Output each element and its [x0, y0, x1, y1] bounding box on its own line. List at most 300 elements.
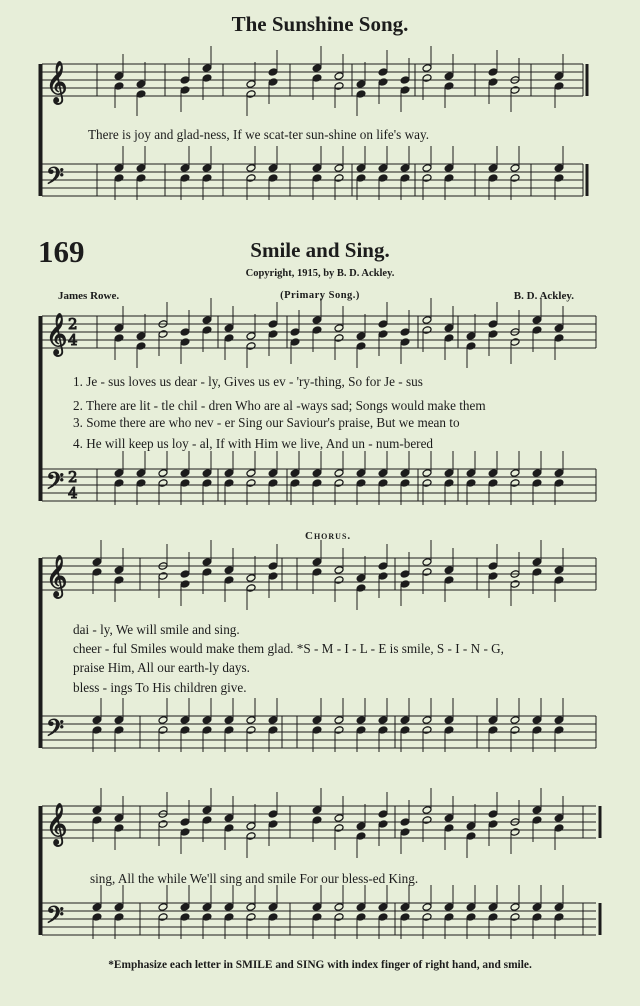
note-head	[400, 164, 410, 173]
note-head	[378, 320, 388, 329]
note-head	[400, 726, 410, 735]
note-head	[466, 913, 476, 922]
note-head	[290, 479, 300, 488]
note-head	[114, 566, 124, 575]
note-head	[246, 832, 256, 841]
note-head	[312, 903, 322, 912]
note-head	[466, 332, 476, 341]
note-head	[180, 469, 190, 478]
note-head	[378, 479, 388, 488]
note-head	[554, 576, 564, 585]
note-head	[356, 174, 366, 183]
note-head	[312, 913, 322, 922]
note-head	[202, 174, 212, 183]
note-head	[356, 913, 366, 922]
note-head	[400, 570, 410, 579]
note-head	[356, 342, 366, 351]
note-head	[136, 90, 146, 99]
note-head	[488, 78, 498, 87]
note-head	[444, 576, 454, 585]
note-head	[510, 726, 520, 735]
note-head	[532, 469, 542, 478]
note-head	[202, 469, 212, 478]
note-head	[312, 174, 322, 183]
note-head	[180, 338, 190, 347]
note-head	[180, 818, 190, 827]
note-head	[400, 76, 410, 85]
note-head	[158, 572, 168, 581]
note-head	[510, 164, 520, 173]
note-head	[202, 326, 212, 335]
note-head	[422, 726, 432, 735]
note-head	[488, 469, 498, 478]
note-head	[422, 568, 432, 577]
note-head	[180, 479, 190, 488]
note-head	[378, 716, 388, 725]
note-head	[488, 572, 498, 581]
note-head	[312, 716, 322, 725]
note-head	[246, 164, 256, 173]
note-head	[554, 469, 564, 478]
note-head	[334, 726, 344, 735]
note-head	[246, 822, 256, 831]
note-head	[554, 72, 564, 81]
note-head	[224, 824, 234, 833]
lyricist-credit: James Rowe.	[58, 290, 120, 302]
note-head	[224, 726, 234, 735]
note-head	[532, 726, 542, 735]
note-head	[400, 580, 410, 589]
note-head	[92, 558, 102, 567]
note-head	[444, 469, 454, 478]
note-head	[290, 338, 300, 347]
note-head	[180, 828, 190, 837]
note-head	[400, 818, 410, 827]
note-head	[378, 726, 388, 735]
note-head	[246, 332, 256, 341]
note-head	[466, 479, 476, 488]
note-head	[202, 903, 212, 912]
system3-line: sing, All the while We'll sing and smile For our bless-ed King.	[90, 871, 419, 886]
note-head	[312, 164, 322, 173]
note-head	[444, 814, 454, 823]
note-head	[378, 469, 388, 478]
note-head	[400, 479, 410, 488]
note-head	[180, 174, 190, 183]
verse-line-1: 1. Je - sus loves us dear - ly, Gives us ev - 'ry-thing, So for Je - sus	[73, 374, 423, 389]
note-head	[510, 913, 520, 922]
note-head	[114, 174, 124, 183]
bass-clef: 𝄢	[46, 467, 65, 500]
song1-lyric-line: There is joy and glad-ness, If we scat-ter sun-shine on life's way.	[88, 127, 429, 142]
note-head	[444, 324, 454, 333]
note-head	[378, 164, 388, 173]
system2-line-2: cheer - ful Smiles would make them glad. *S - M - I - L - E is smile, S - I - N - G,	[73, 641, 504, 656]
note-head	[510, 828, 520, 837]
note-head	[554, 479, 564, 488]
note-head	[136, 479, 146, 488]
note-head	[224, 576, 234, 585]
note-head	[400, 86, 410, 95]
note-head	[246, 90, 256, 99]
note-head	[488, 726, 498, 735]
note-head	[356, 332, 366, 341]
note-head	[246, 342, 256, 351]
note-head	[356, 716, 366, 725]
note-head	[334, 716, 344, 725]
note-head	[400, 174, 410, 183]
note-head	[136, 164, 146, 173]
note-head	[466, 903, 476, 912]
note-head	[114, 576, 124, 585]
treble-clef: 𝄞	[46, 62, 68, 103]
note-head	[158, 820, 168, 829]
note-head	[246, 584, 256, 593]
note-head	[422, 716, 432, 725]
note-head	[488, 174, 498, 183]
note-head	[224, 814, 234, 823]
note-head	[554, 726, 564, 735]
note-head	[488, 820, 498, 829]
note-head	[224, 903, 234, 912]
note-head	[290, 328, 300, 337]
note-head	[114, 82, 124, 91]
note-head	[158, 330, 168, 339]
note-head	[246, 716, 256, 725]
note-head	[554, 566, 564, 575]
note-head	[136, 174, 146, 183]
note-head	[92, 913, 102, 922]
note-head	[444, 72, 454, 81]
note-head	[334, 72, 344, 81]
note-head	[180, 580, 190, 589]
system2-line-3: praise Him, All our earth-ly days.	[73, 660, 250, 675]
note-head	[202, 913, 212, 922]
note-head	[510, 86, 520, 95]
note-head	[334, 576, 344, 585]
time-sig-bottom-bass: 4	[68, 484, 78, 502]
note-head	[92, 726, 102, 735]
note-head	[466, 822, 476, 831]
note-head	[532, 326, 542, 335]
note-head	[356, 479, 366, 488]
note-head	[268, 174, 278, 183]
note-head	[466, 832, 476, 841]
note-head	[224, 469, 234, 478]
note-head	[268, 913, 278, 922]
note-head	[488, 562, 498, 571]
note-head	[510, 479, 520, 488]
note-head	[114, 479, 124, 488]
note-head	[246, 469, 256, 478]
note-head	[554, 814, 564, 823]
note-head	[356, 469, 366, 478]
note-head	[356, 903, 366, 912]
note-head	[532, 806, 542, 815]
note-head	[268, 903, 278, 912]
note-head	[510, 903, 520, 912]
note-head	[158, 913, 168, 922]
note-head	[224, 566, 234, 575]
note-head	[532, 816, 542, 825]
note-head	[488, 903, 498, 912]
note-head	[554, 174, 564, 183]
verse-line-4: 4. He will keep us loy - al, If with Him we live, And un - num-bered	[73, 436, 434, 451]
note-head	[400, 913, 410, 922]
note-head	[312, 726, 322, 735]
note-head	[92, 816, 102, 825]
verse-line-2: 2. There are lit - tle chil - dren Who are al -ways sad; Songs would make them	[73, 398, 486, 413]
note-head	[334, 824, 344, 833]
note-head	[422, 164, 432, 173]
note-head	[180, 76, 190, 85]
note-head	[180, 570, 190, 579]
note-head	[158, 469, 168, 478]
note-head	[92, 716, 102, 725]
song-title-smile-and-sing: Smile and Sing.	[250, 238, 390, 262]
note-head	[400, 716, 410, 725]
note-head	[224, 913, 234, 922]
note-head	[246, 726, 256, 735]
note-head	[554, 334, 564, 343]
note-head	[180, 913, 190, 922]
note-head	[532, 479, 542, 488]
system2-line-4: bless - ings To His children give.	[73, 680, 247, 695]
note-head	[444, 174, 454, 183]
note-head	[422, 903, 432, 912]
note-head	[268, 810, 278, 819]
note-head	[114, 334, 124, 343]
note-head	[444, 334, 454, 343]
note-head	[378, 903, 388, 912]
note-head	[202, 164, 212, 173]
note-head	[268, 820, 278, 829]
note-head	[444, 824, 454, 833]
note-head	[268, 78, 278, 87]
note-head	[158, 726, 168, 735]
note-head	[158, 903, 168, 912]
note-head	[488, 68, 498, 77]
note-head	[202, 64, 212, 73]
note-head	[158, 479, 168, 488]
note-head	[510, 338, 520, 347]
note-head	[378, 810, 388, 819]
hymn-number: 169	[38, 234, 85, 269]
note-head	[334, 174, 344, 183]
note-head	[246, 913, 256, 922]
footnote: *Emphasize each letter in SMILE and SING with index finger of right hand, and smile.	[108, 959, 532, 971]
note-head	[312, 326, 322, 335]
note-head	[334, 334, 344, 343]
note-head	[114, 726, 124, 735]
note-head	[114, 903, 124, 912]
note-head	[224, 334, 234, 343]
note-head	[488, 810, 498, 819]
note-head	[334, 814, 344, 823]
note-head	[334, 82, 344, 91]
bass-clef: 𝄢	[46, 162, 65, 195]
note-head	[422, 174, 432, 183]
note-head	[554, 716, 564, 725]
note-head	[532, 903, 542, 912]
note-head	[114, 72, 124, 81]
note-head	[268, 479, 278, 488]
note-head	[444, 726, 454, 735]
note-head	[356, 584, 366, 593]
note-head	[378, 68, 388, 77]
note-head	[202, 816, 212, 825]
note-head	[356, 164, 366, 173]
note-head	[334, 324, 344, 333]
note-head	[356, 90, 366, 99]
note-head	[488, 716, 498, 725]
note-head	[356, 832, 366, 841]
note-head	[444, 903, 454, 912]
note-head	[488, 479, 498, 488]
chorus-label: Chorus.	[305, 530, 352, 542]
note-head	[510, 174, 520, 183]
note-head	[268, 330, 278, 339]
note-head	[334, 469, 344, 478]
bass-clef: 𝄢	[46, 901, 65, 934]
treble-clef: 𝄞	[46, 314, 68, 355]
note-head	[444, 716, 454, 725]
note-head	[312, 316, 322, 325]
note-head	[114, 814, 124, 823]
note-head	[224, 479, 234, 488]
note-head	[268, 726, 278, 735]
note-head	[312, 74, 322, 83]
note-head	[246, 80, 256, 89]
note-head	[180, 726, 190, 735]
note-head	[532, 568, 542, 577]
note-head	[400, 338, 410, 347]
note-head	[114, 913, 124, 922]
note-head	[510, 469, 520, 478]
time-sig-top-bass: 2	[68, 468, 78, 486]
note-head	[532, 316, 542, 325]
note-head	[400, 828, 410, 837]
note-head	[334, 479, 344, 488]
note-head	[444, 913, 454, 922]
song-title-sunshine-song: The Sunshine Song.	[231, 12, 409, 36]
note-head	[378, 330, 388, 339]
note-head	[378, 913, 388, 922]
note-head	[488, 320, 498, 329]
verse-line-3: 3. Some there are who nev - er Sing our Saviour's praise, But we mean to	[73, 415, 460, 430]
note-head	[312, 568, 322, 577]
copyright-line: Copyright, 1915, by B. D. Ackley.	[245, 268, 395, 279]
note-head	[202, 558, 212, 567]
note-head	[356, 726, 366, 735]
note-head	[312, 816, 322, 825]
note-head	[554, 164, 564, 173]
note-head	[444, 479, 454, 488]
note-head	[246, 903, 256, 912]
note-head	[444, 566, 454, 575]
note-head	[180, 328, 190, 337]
note-head	[378, 820, 388, 829]
note-head	[554, 324, 564, 333]
note-head	[268, 562, 278, 571]
note-head	[444, 82, 454, 91]
note-head	[334, 164, 344, 173]
note-head	[136, 332, 146, 341]
note-head	[114, 164, 124, 173]
note-head	[158, 716, 168, 725]
time-sig-bottom: 4	[68, 331, 78, 349]
note-head	[510, 716, 520, 725]
note-head	[202, 716, 212, 725]
note-head	[554, 824, 564, 833]
note-head	[356, 574, 366, 583]
note-head	[422, 64, 432, 73]
note-head	[246, 574, 256, 583]
note-head	[92, 568, 102, 577]
note-head	[378, 562, 388, 571]
note-head	[180, 164, 190, 173]
note-head	[312, 558, 322, 567]
note-head	[268, 469, 278, 478]
note-head	[400, 469, 410, 478]
note-head	[488, 164, 498, 173]
note-head	[422, 316, 432, 325]
note-head	[312, 479, 322, 488]
song-subtitle: (Primary Song.)	[280, 290, 360, 301]
note-head	[114, 824, 124, 833]
note-head	[114, 324, 124, 333]
note-head	[422, 479, 432, 488]
note-head	[488, 330, 498, 339]
note-head	[422, 469, 432, 478]
time-sig-top: 2	[68, 315, 78, 333]
note-head	[334, 566, 344, 575]
note-head	[554, 82, 564, 91]
note-head	[312, 806, 322, 815]
note-head	[422, 558, 432, 567]
note-head	[422, 816, 432, 825]
note-head	[268, 320, 278, 329]
note-head	[180, 716, 190, 725]
note-head	[422, 74, 432, 83]
note-head	[136, 80, 146, 89]
note-head	[202, 726, 212, 735]
note-head	[268, 164, 278, 173]
note-head	[532, 558, 542, 567]
note-head	[114, 469, 124, 478]
note-head	[202, 74, 212, 83]
note-head	[334, 913, 344, 922]
note-head	[312, 64, 322, 73]
note-head	[92, 806, 102, 815]
note-head	[554, 903, 564, 912]
note-head	[224, 716, 234, 725]
note-head	[202, 316, 212, 325]
system2-line-1: dai - ly, We will smile and sing.	[73, 622, 240, 637]
treble-clef: 𝄞	[46, 556, 68, 597]
note-head	[180, 903, 190, 912]
note-head	[290, 469, 300, 478]
bass-clef: 𝄢	[46, 714, 65, 747]
note-head	[356, 822, 366, 831]
note-head	[532, 913, 542, 922]
composer-credit: B. D. Ackley.	[513, 290, 574, 302]
note-head	[202, 568, 212, 577]
note-head	[202, 479, 212, 488]
note-head	[312, 469, 322, 478]
note-head	[532, 716, 542, 725]
note-head	[246, 174, 256, 183]
